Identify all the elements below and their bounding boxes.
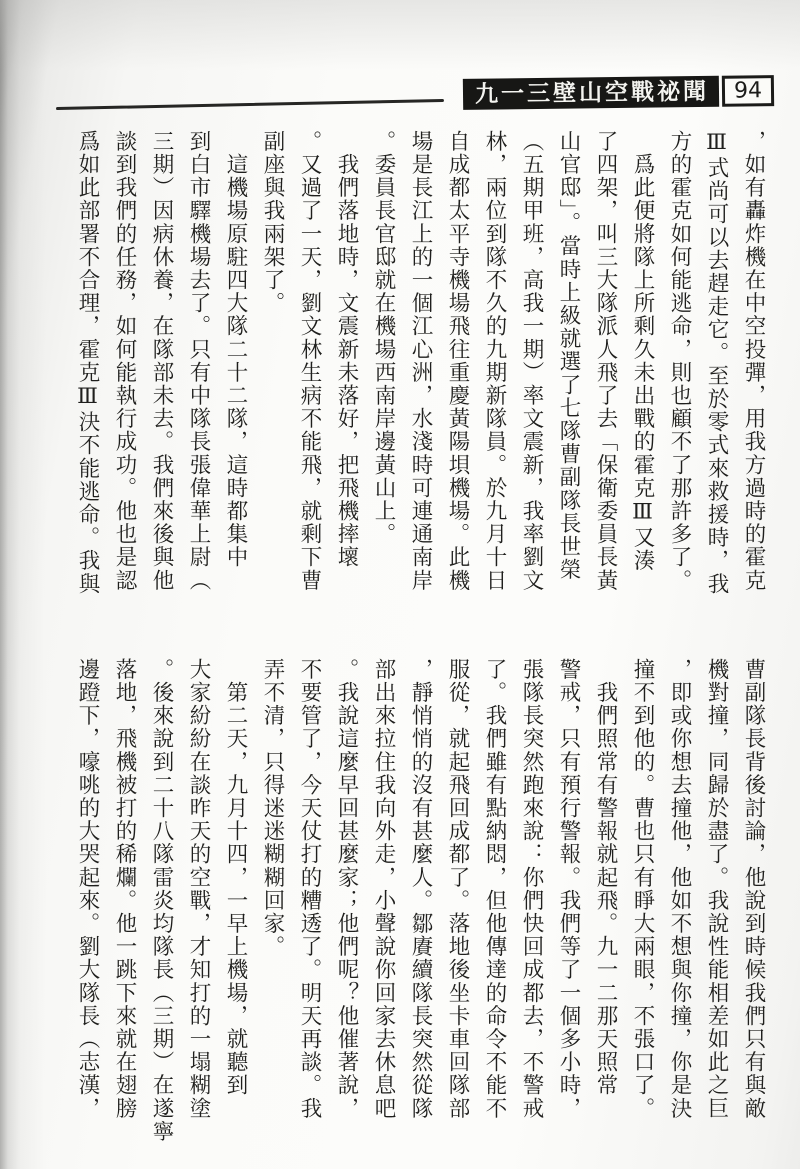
text-column: 撞不到他的。曹也只有睜大兩眼，不張口了。 [630, 658, 655, 1120]
text-column: ，靜悄悄的沒有甚麼人。鄒賡續隊長突然從隊 [408, 658, 433, 1120]
text-column: 了。我們雖有點納悶，但他傳達的命令不能不 [482, 658, 507, 1120]
text-band-lower [58, 658, 772, 1169]
text-column: 弄不清，只得迷迷糊糊回家。 [260, 658, 285, 959]
text-column: 大家紛紛在談昨天的空戰，才知打的一塌糊塗 [186, 658, 211, 1120]
text-column: 機對撞，同歸於盡了。我說性能相差如此之巨 [704, 658, 729, 1120]
text-column: 到白市驛機場去了。只有中隊長張偉華上尉（ [186, 130, 211, 592]
text-column: 我們落地時，文震新未落好，把飛機摔壞 [334, 130, 359, 569]
text-column: 不要管了，今天仗打的糟透了。明天再談。我 [297, 658, 322, 1120]
text-column: 副座與我兩架了。 [260, 130, 285, 315]
text-column: 部出來拉住我向外走，小聲說你回家去休息吧 [371, 658, 396, 1120]
text-column: 了四架，叫三大隊派人飛了去「保衛委員長黃 [593, 130, 618, 592]
text-column: 曹副隊長背後討論，他說到時候我們只有與敵 [741, 658, 766, 1120]
text-column: ，即或你想去撞他，他如不想與你撞，你是決 [667, 658, 692, 1120]
text-column: 三期）因病休養，在隊部未去。我們來後與他 [149, 130, 174, 592]
page-number: 94 [722, 75, 774, 107]
text-column: （五期甲班，高我一期）率文震新，我率劉文 [519, 130, 544, 592]
text-column: ，如有轟炸機在中空投彈，用我方過時的霍克 [741, 130, 766, 592]
text-column: 談到我們的任務，如何能執行成功。他也是認 [112, 130, 137, 592]
text-column: 服從，就起飛回成都了。落地後坐卡車回隊部 [445, 658, 470, 1120]
text-column: 。委員長官邸就在機場西南岸邊黃山上。 [371, 130, 396, 546]
text-column: 邊蹬下，嚎咷的大哭起來。劉大隊長（志漢， [75, 658, 100, 1120]
text-band-upper [58, 130, 772, 640]
text-column: 方的霍克如何能逃命，則也顧不了那許多了。 [667, 130, 692, 592]
text-column: 警戒，只有預行警報。我們等了一個多小時， [556, 658, 581, 1120]
text-column: 自成都太平寺機場飛往重慶黃陽垻機場。此機 [445, 130, 470, 592]
text-column: 山官邸」。當時上級就選了七隊曹副隊長世榮 [556, 130, 581, 582]
text-column: 爲此便將隊上所剩久未出戰的霍克Ⅲ又湊 [630, 130, 655, 573]
text-column: 我們照常有警報就起飛。九一二那天照常 [593, 658, 618, 1097]
text-column: 林，兩位到隊不久的九期新隊員。於九月十日 [482, 130, 507, 592]
chapter-header [463, 75, 774, 110]
chapter-title: 九一三壁山空戰祕聞 [463, 76, 719, 110]
text-column: 爲如此部署不合理，霍克Ⅲ決不能逃命。我與 [75, 130, 100, 596]
text-column: 這機場原駐四大隊二十二隊，這時都集中 [223, 130, 248, 569]
text-column: 落地，飛機被打的稀爛。他一跳下來就在翅膀 [112, 658, 137, 1120]
text-column: 。又過了一天，劉文林生病不能飛，就剩下曹 [297, 130, 322, 592]
text-column: 第二天，九月十四，一早上機場，就聽到 [223, 658, 248, 1097]
text-column: 張隊長突然跑來說：你們快回成都去，不警戒 [519, 658, 544, 1120]
text-column: 。我說這麼早回甚麼家；他們呢？他催著說， [334, 658, 359, 1120]
header-rule [56, 99, 444, 110]
text-column: Ⅲ式尚可以去趕走它。至於零式來救援時，我 [704, 130, 729, 596]
text-column: 。後來說到二十八隊雷炎均隊長（三期）在遂寧 [149, 658, 174, 1144]
text-column: 場是長江上的一個江心洲，水淺時可連通南岸 [408, 130, 433, 592]
